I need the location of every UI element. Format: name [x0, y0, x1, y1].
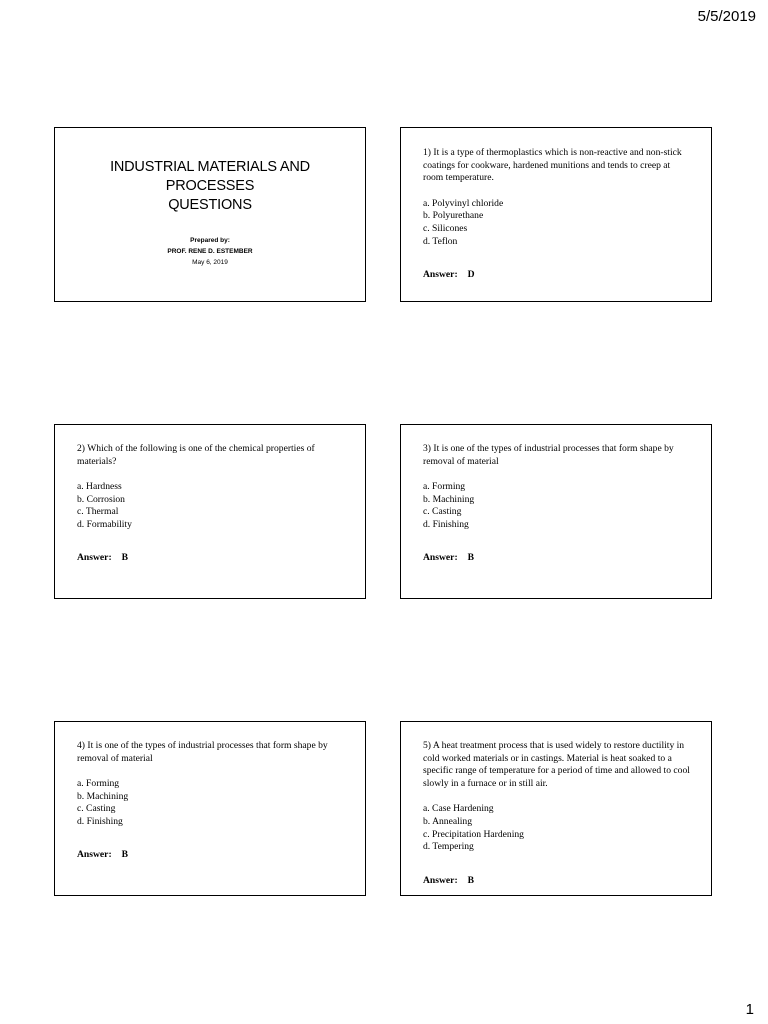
option-list [77, 481, 345, 531]
option-item: c. Casting [423, 506, 462, 518]
question-text: 2) Which of the following is one of the chemical properties of materials? [77, 443, 315, 467]
answer-value: B [467, 874, 475, 886]
title-line: QUESTIONS [168, 197, 252, 213]
option-item: c. Casting [77, 803, 116, 815]
answer-value: D [467, 269, 475, 281]
question-text: 4) It is one of the types of industrial processes that form shape by removal of material [77, 740, 328, 764]
answer-line [423, 875, 691, 888]
answer-label: Answer: [77, 848, 112, 860]
question-slide-5 [400, 721, 712, 896]
option-item: b. Corrosion [77, 493, 125, 505]
answer-value: B [121, 551, 129, 563]
question-slide-2 [54, 424, 366, 599]
option-item: c. Precipitation Hardening [423, 828, 524, 840]
answer-value: B [467, 551, 475, 563]
question-text: 1) It is a type of thermoplastics which is non-reactive and non-stick coatings for cookware, hardened munitions and tends to creep at room temperature. [423, 147, 682, 184]
slide-title [55, 158, 365, 215]
option-item: d. Finishing [77, 815, 123, 827]
answer-label: Answer: [423, 551, 458, 563]
option-item: b. Machining [77, 790, 129, 802]
question-slide-1 [400, 127, 712, 302]
page-number: 1 [745, 1001, 754, 1018]
option-list [77, 778, 345, 828]
option-item: b. Machining [423, 493, 475, 505]
answer-label: Answer: [423, 269, 458, 281]
answer-line [423, 269, 691, 282]
author-name: PROF. RENE D. ESTEMBER [167, 248, 253, 255]
option-item: a. Case Hardening [423, 803, 494, 815]
option-item: b. Polyurethane [423, 210, 484, 222]
title-slide [54, 127, 366, 302]
title-line: PROCESSES [165, 178, 255, 194]
option-list [423, 803, 691, 853]
option-item: d. Teflon [423, 235, 458, 247]
option-item: d. Finishing [423, 518, 469, 530]
prepared-by-label: Prepared by: [190, 237, 230, 244]
title-line: INDUSTRIAL MATERIALS AND [110, 159, 310, 175]
option-item: b. Annealing [423, 815, 473, 827]
option-item: a. Hardness [77, 481, 122, 493]
option-item: d. Tempering [423, 841, 474, 853]
slide-date: May 6, 2019 [192, 259, 228, 266]
question-slide-3 [400, 424, 712, 599]
option-item: c. Thermal [77, 506, 119, 518]
option-item: a. Forming [77, 778, 120, 790]
option-item: c. Silicones [423, 222, 468, 234]
option-item: a. Polyvinyl chloride [423, 197, 504, 209]
question-text: 5) A heat treatment process that is used widely to restore ductility in cold worked materials or in castings. Material is heat soaked to a specific range of temperature for a period of time and allowed to cool slowly in a furnace or in still air. [423, 740, 690, 789]
answer-label: Answer: [77, 551, 112, 563]
answer-line [77, 552, 345, 565]
option-item: d. Formability [77, 518, 132, 530]
answer-label: Answer: [423, 874, 458, 886]
answer-value: B [121, 848, 129, 860]
option-item: a. Forming [423, 481, 466, 493]
answer-line [423, 552, 691, 565]
option-list [423, 481, 691, 531]
answer-line [77, 849, 345, 862]
question-text: 3) It is one of the types of industrial processes that form shape by removal of material [423, 443, 674, 467]
option-list [423, 198, 691, 248]
question-slide-4 [54, 721, 366, 896]
print-date: 5/5/2019 [697, 8, 756, 25]
